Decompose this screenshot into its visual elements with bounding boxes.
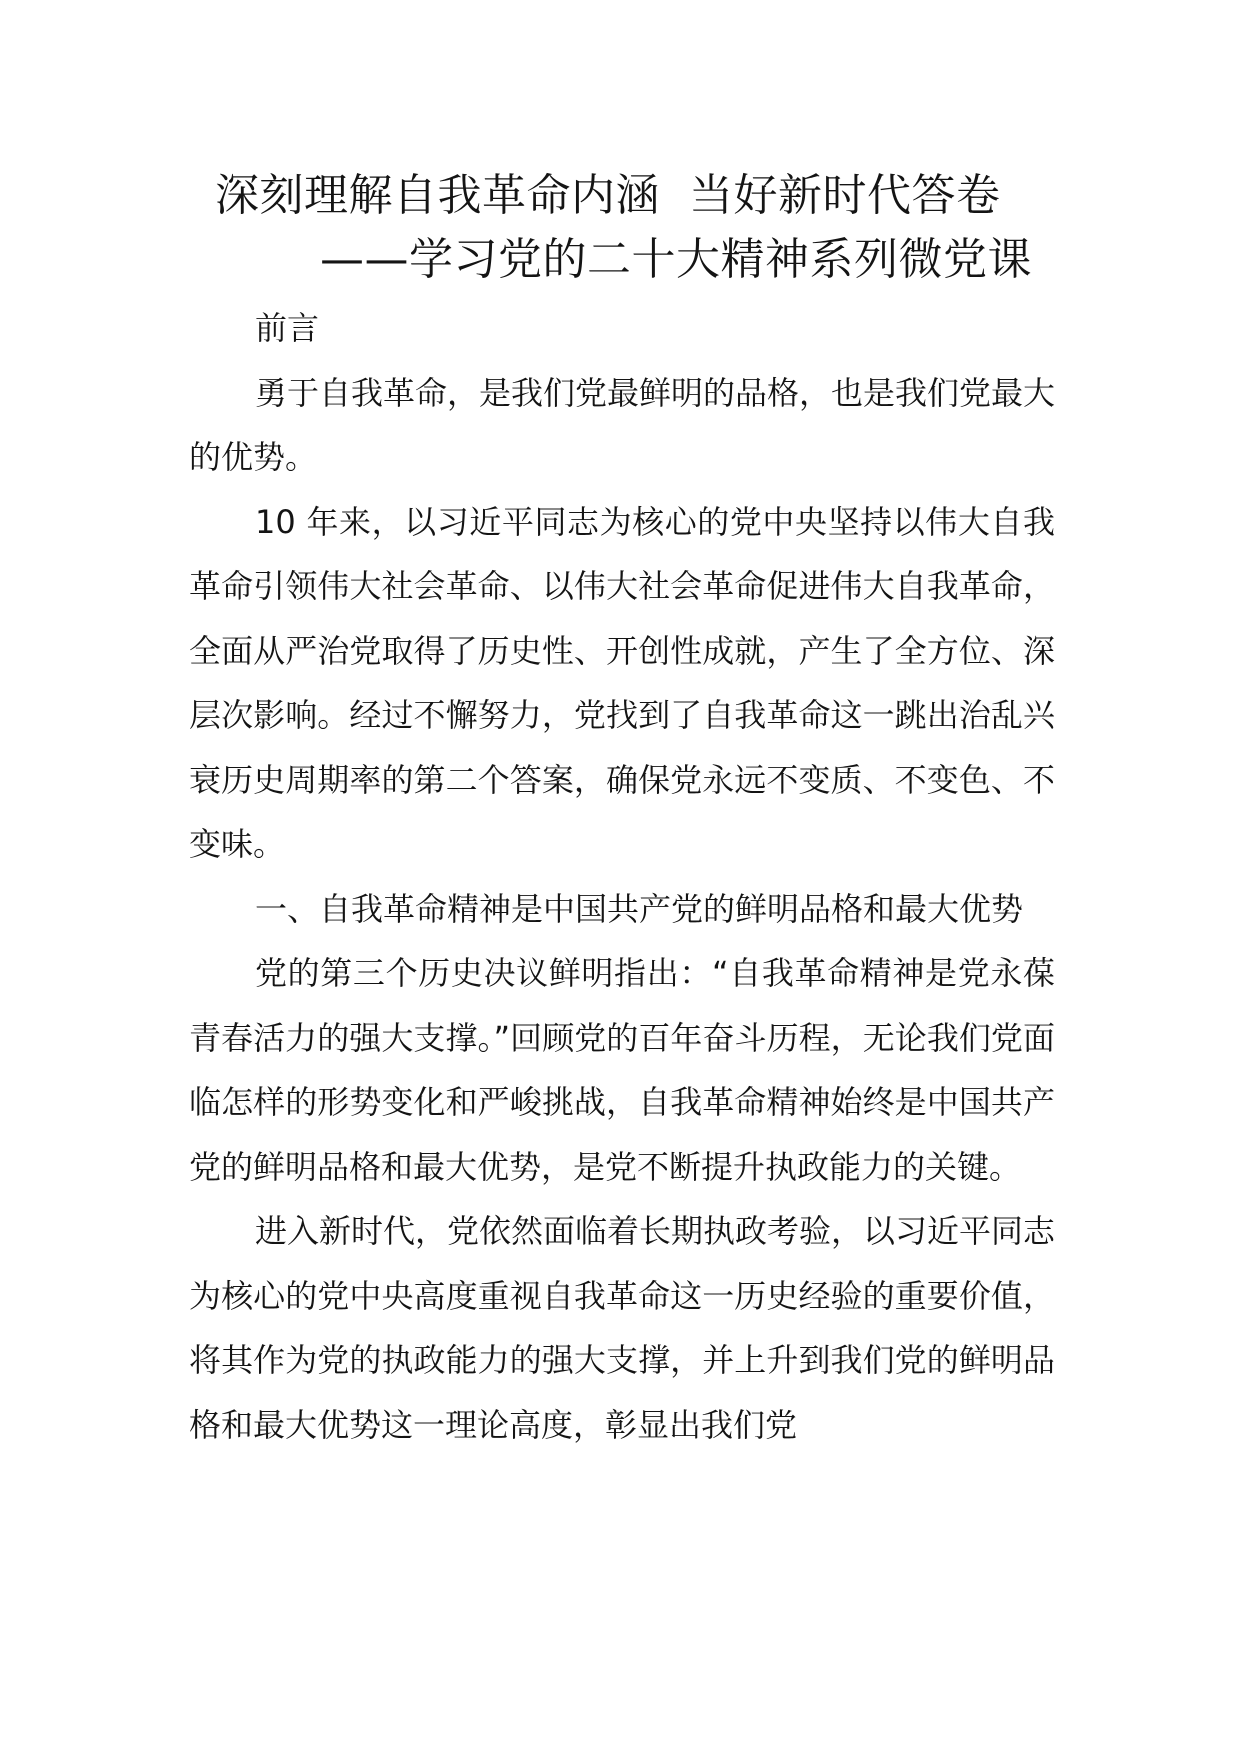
document-body: [189, 296, 1055, 1457]
document-title: 深刻理解自我革命内涵 当好新时代答卷: [215, 170, 1001, 221]
section-heading-preface: 前言: [255, 309, 320, 347]
paragraph: 党的第三个历史决议鲜明指出：“自我革命精神是党永葆青春活力的强大支撑。”回顾党的百年奋斗历程，无论我们党面临怎样的形势变化和严峻挑战，自我革命精神始终是中国共产党的鲜明品格和最大优势，是党不断提升执政能力的关键。: [189, 954, 1055, 1186]
paragraph: 进入新时代，党依然面临着长期执政考验，以习近平同志为核心的党中央高度重视自我革命这一历史经验的重要价值，将其作为党的执政能力的强大支撑，并上升到我们党的鲜明品格和最大优势这一理论高度，彰显出我们党: [189, 1212, 1056, 1444]
paragraph: 勇于自我革命，是我们党最鲜明的品格，也是我们党最大的优势。: [189, 373, 1056, 476]
document-subtitle: ——学习党的二十大精神系列微党课: [320, 234, 1032, 285]
paragraph: 10 年来，以习近平同志为核心的党中央坚持以伟大自我革命引领伟大社会革命、以伟大社会革命促进伟大自我革命，全面从严治党取得了历史性、开创性成就，产生了全方位、深层次影响。经过不懈努力，党找到了自我革命这一跳出治乱兴衰历史周期率的第二个答案，确保党永远不变质、不变色、不变味。: [189, 502, 1055, 863]
section-heading-1: 一、自我革命精神是中国共产党的鲜明品格和最大优势: [255, 889, 1024, 928]
